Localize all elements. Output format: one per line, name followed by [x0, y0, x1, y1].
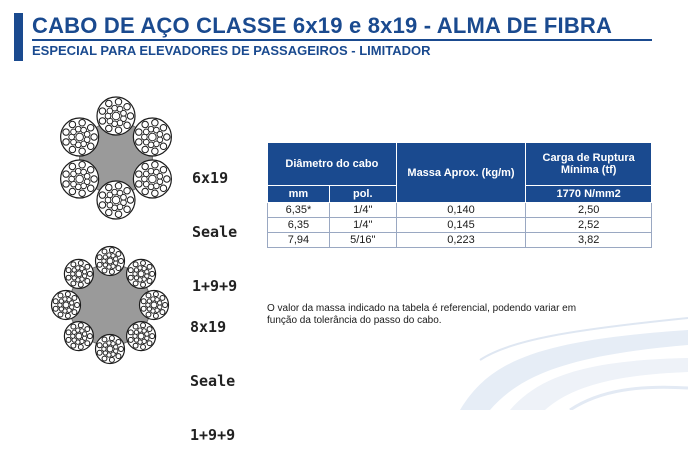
- header-mass: Massa Aprox. (kg/m): [396, 143, 526, 203]
- rope-8x19-type: Seale: [190, 372, 236, 390]
- header-mm: mm: [268, 186, 330, 203]
- rope-6x19-composition: 1+9+9: [192, 277, 238, 295]
- cell-mm: 6,35*: [268, 203, 330, 218]
- cell-pol: 1/4": [329, 203, 396, 218]
- specifications-table: [267, 142, 652, 248]
- cell-pol: 1/4": [329, 218, 396, 233]
- table-row: [268, 203, 652, 218]
- title-accent-bar: [14, 13, 23, 61]
- rope-6x19-cross-section: [46, 96, 186, 220]
- cell-mass: 0,145: [396, 218, 526, 233]
- cell-load: 2,50: [526, 203, 652, 218]
- rope-8x19-class: 8x19: [190, 318, 227, 336]
- title-divider: [32, 39, 652, 41]
- cell-mm: 6,35: [268, 218, 330, 233]
- header-breaking-load-grade: 1770 N/mm2: [526, 186, 652, 203]
- rope-6x19-class: 6x19: [192, 169, 229, 187]
- rope-8x19-composition: 1+9+9: [190, 426, 236, 444]
- cell-mass: 0,223: [396, 233, 526, 248]
- page-subtitle: ESPECIAL PARA ELEVADORES DE PASSAGEIROS - LIMITADOR: [32, 43, 431, 58]
- rope-8x19-cross-section: [48, 243, 172, 367]
- rope-8x19-label: [190, 282, 235, 462]
- header-diameter: Diâmetro do cabo: [268, 143, 397, 186]
- header-breaking-load: Carga de Ruptura Mínima (tf): [526, 143, 652, 186]
- footnote: O valor da massa indicado na tabela é referencial, podendo variar em função da tolerância do passo do cabo.: [267, 303, 577, 326]
- cell-mass: 0,140: [396, 203, 526, 218]
- cell-load: 3,82: [526, 233, 652, 248]
- table-row: [268, 218, 652, 233]
- rope-6x19-type: Seale: [192, 223, 238, 241]
- cell-mm: 7,94: [268, 233, 330, 248]
- header-pol: pol.: [329, 186, 396, 203]
- table-row: [268, 233, 652, 248]
- page-title: CABO DE AÇO CLASSE 6x19 e 8x19 - ALMA DE FIBRA: [32, 13, 613, 38]
- cell-load: 2,52: [526, 218, 652, 233]
- cell-pol: 5/16": [329, 233, 396, 248]
